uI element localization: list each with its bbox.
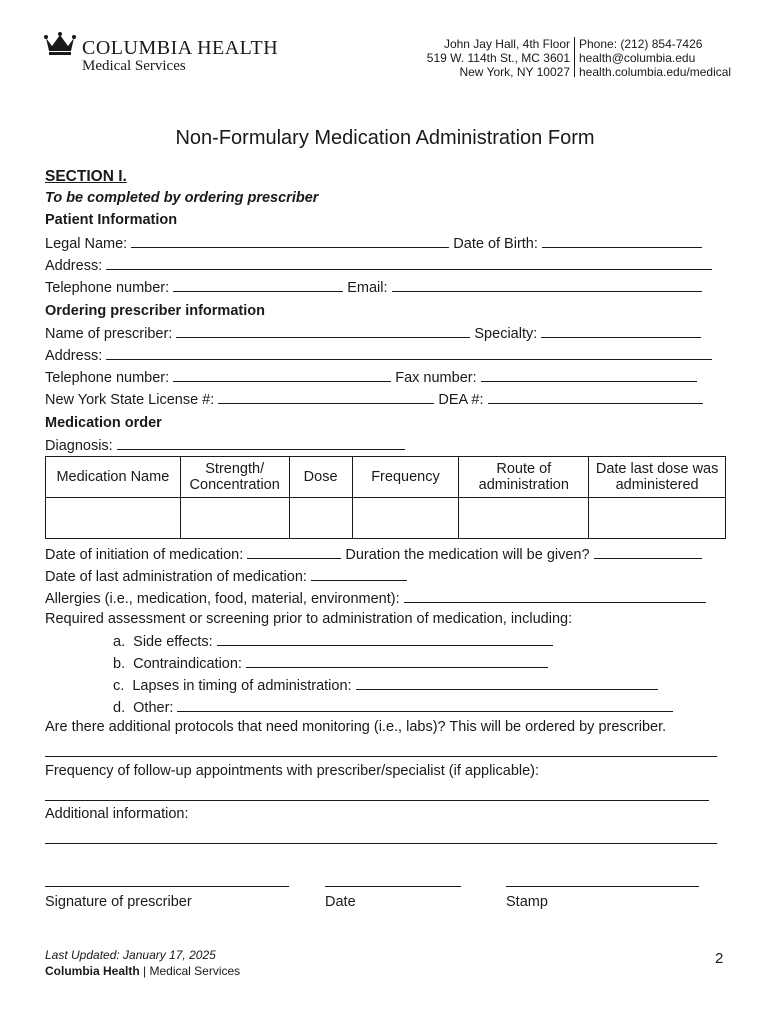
duration-field[interactable] [594,545,702,559]
form-title: Non-Formulary Medication Administration Form [175,127,595,149]
prescriber-telephone-field[interactable] [173,368,391,382]
last-admin-field[interactable] [311,567,407,581]
frequency-cell[interactable] [352,498,459,539]
dob-field[interactable] [542,234,702,248]
col-medication-name: Medication Name [46,457,181,498]
medication-table [45,456,726,539]
protocols-question: Are there additional protocols that need monitoring (i.e., labs)? This will be ordered by prescriber. [45,719,667,735]
address-block [427,37,570,79]
dea-label: DEA #: [438,392,484,408]
side-effects-field[interactable] [217,632,553,646]
section-heading: SECTION I. [45,168,127,185]
dob-label: Date of Birth: [453,236,538,252]
initiation-field[interactable] [247,545,341,559]
lapses-row [113,676,658,694]
initiation-label: Date of initiation of medication: [45,547,244,563]
diagnosis-label: Diagnosis: [45,438,113,454]
last-admin-label: Date of last administration of medication: [45,569,307,585]
license-row [45,390,703,408]
lapses-label: c. Lapses in timing of administration: [113,678,352,694]
signature-field[interactable] [45,886,289,888]
footer-org [45,964,240,978]
dose-cell[interactable] [289,498,352,539]
medication-heading: Medication order [45,415,162,431]
fax-label: Fax number: [395,370,477,386]
duration-label: Duration the medication will be given? [345,547,590,563]
signature-label: Signature of prescriber [45,894,192,910]
prescriber-phone-row [45,368,697,386]
date-label: Date [325,894,356,910]
strength-cell[interactable] [180,498,289,539]
license-label: New York State License #: [45,392,215,408]
last-updated: Last Updated: January 17, 2025 [45,948,216,962]
stamp-field[interactable] [506,886,699,888]
stamp-label: Stamp [506,894,548,910]
other-field[interactable] [177,698,673,712]
last-dose-cell[interactable] [589,498,726,539]
col-route: Route of administration [459,457,589,498]
additional-info-field[interactable] [45,843,717,844]
prescriber-address-label: Address: [45,348,103,364]
patient-email-field[interactable] [392,278,702,292]
patient-address-label: Address: [45,258,103,274]
address-line: 519 W. 114th St., MC 3601 [426,51,570,65]
col-last-dose: Date last dose was administered [589,457,726,498]
initiation-row [45,545,702,563]
patient-heading: Patient Information [45,212,178,228]
email-link[interactable]: health@columbia.edu [579,51,696,65]
legal-name-field[interactable] [131,234,449,248]
specialty-field[interactable] [541,324,701,338]
dea-field[interactable] [488,390,703,404]
required-assessment: Required assessment or screening prior to administration of medication, including: [45,611,573,627]
website-link[interactable]: health.columbia.edu/medical [579,65,732,79]
route-cell[interactable] [459,498,589,539]
contact-block [579,37,731,79]
protocols-field[interactable] [45,756,717,757]
diagnosis-field[interactable] [117,436,405,450]
date-field[interactable] [325,886,461,888]
table-row [46,498,726,539]
patient-address-row [45,256,712,274]
header-divider [574,37,575,77]
allergies-label: Allergies (i.e., medication, food, material, environment): [45,591,400,607]
footer-org-rest: | Medical Services [139,964,241,978]
followup-question: Frequency of follow-up appointments with prescriber/specialist (if applicable): [45,763,540,779]
lapses-field[interactable] [356,676,658,690]
prescriber-name-field[interactable] [176,324,470,338]
prescriber-heading: Ordering prescriber information [45,303,265,319]
diagnosis-row [45,436,405,454]
prescriber-address-row [45,346,712,364]
fax-field[interactable] [481,368,697,382]
table-header-row [46,457,726,498]
patient-telephone-field[interactable] [173,278,343,292]
specialty-label: Specialty: [474,326,538,342]
prescriber-name-row [45,324,701,342]
contraindication-row [113,654,548,672]
phone: Phone: (212) 854-7426 [579,37,703,51]
legal-name-row [45,234,702,252]
prescriber-address-field[interactable] [106,346,712,360]
last-admin-row [45,567,407,585]
prescriber-telephone-label: Telephone number: [45,370,170,386]
additional-info-label: Additional information: [45,806,189,822]
patient-telephone-label: Telephone number: [45,280,170,296]
license-field[interactable] [218,390,434,404]
footer-org-bold: Columbia Health [45,964,140,978]
crown-icon [44,32,76,56]
patient-contact-row [45,278,702,296]
side-effects-row [113,632,553,650]
other-row [113,698,673,716]
followup-field[interactable] [45,800,709,801]
allergies-row [45,589,706,607]
org-subtitle: Medical Services [82,58,186,74]
col-dose: Dose [289,457,352,498]
allergies-field[interactable] [404,589,706,603]
side-effects-label: a. Side effects: [113,634,213,650]
patient-address-field[interactable] [106,256,712,270]
section-subheading: To be completed by ordering prescriber [45,190,319,206]
page-number: 2 [715,950,724,967]
address-line: New York, NY 10027 [459,65,570,79]
address-line: John Jay Hall, 4th Floor [443,37,570,51]
org-name: COLUMBIA HEALTH [82,37,279,59]
legal-name-label: Legal Name: [45,236,128,252]
contraindication-field[interactable] [246,654,548,668]
other-label: d. Other: [113,700,174,716]
patient-email-label: Email: [347,280,388,296]
medication-name-cell[interactable] [46,498,181,539]
prescriber-name-label: Name of prescriber: [45,326,173,342]
col-frequency: Frequency [352,457,459,498]
col-strength: Strength/ Concentration [180,457,289,498]
contraindication-label: b. Contraindication: [113,656,242,672]
